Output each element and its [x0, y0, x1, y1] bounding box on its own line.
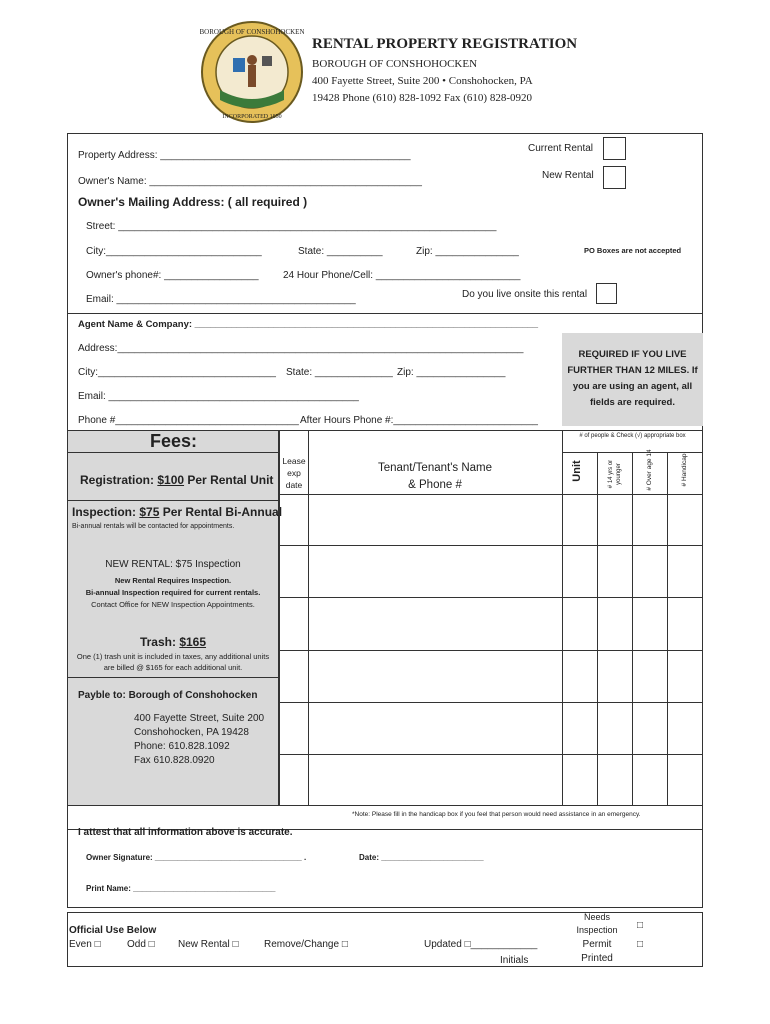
street-field[interactable]: Street: ____________________________________________________________________	[86, 221, 497, 232]
tenant-header-line2: & Phone #	[408, 479, 462, 491]
property-address-field[interactable]: Property Address: _____________________________________________	[78, 150, 411, 161]
owner-phone-field[interactable]: Owner's phone#: _________________	[86, 270, 259, 281]
initials-label: Initials	[500, 955, 529, 966]
fees-divider-1	[67, 500, 279, 501]
table-col-line	[562, 430, 563, 806]
new-rental-line1: New Rental Requires Inspection.	[114, 576, 232, 585]
pay-address2: Conshohocken, PA 19428	[134, 727, 249, 738]
new-rental-line2: Bi-annual Inspection required for current rentals.	[85, 588, 261, 597]
zip-field[interactable]: Zip: _______________	[416, 246, 519, 257]
svg-text:BOROUGH OF CONSHOHOCKEN: BOROUGH OF CONSHOHOCKEN	[200, 28, 304, 36]
remove-change-checkbox[interactable]: Remove/Change □	[264, 939, 348, 950]
fees-divider-2	[67, 677, 279, 678]
agent-city-field[interactable]: City:________________________________	[78, 367, 276, 378]
even-checkbox[interactable]: Even □	[69, 939, 101, 950]
owner-signature-field[interactable]: Owner Signature: _________________________________ .	[86, 853, 307, 862]
agent-email-field[interactable]: Email: _____________________________________________	[78, 391, 359, 402]
updated-field[interactable]: Updated □____________	[424, 939, 538, 950]
needs-inspection-label-2: Inspection	[576, 925, 618, 935]
permit-label: Permit	[582, 939, 612, 950]
inspection-note: Bi-annual rentals will be contacted for appointments.	[72, 523, 235, 530]
unit-header: Unit	[571, 460, 583, 482]
pay-fax: Fax 610.828.0920	[134, 755, 215, 766]
new-rental-checkbox[interactable]	[603, 166, 626, 189]
table-row-line	[279, 754, 703, 755]
state-field[interactable]: State: __________	[298, 246, 383, 257]
trash-note: One (1) trash unit is included in taxes, any additional units are billed @ $165 for each additional unit.	[76, 652, 270, 672]
agent-phone-field[interactable]: Phone #_________________________________	[78, 415, 299, 426]
table-col-line	[597, 452, 598, 806]
table-row-line	[279, 597, 703, 598]
onsite-label: Do you live onsite this rental	[462, 289, 588, 300]
org-address: 400 Fayette Street, Suite 200 • Conshohocken, PA	[312, 75, 533, 87]
trash-fee: Trash: $165	[139, 635, 207, 649]
pay-phone: Phone: 610.828.1092	[134, 741, 230, 752]
owner-email-field[interactable]: Email: ___________________________________________	[86, 294, 356, 305]
table-row-line	[279, 494, 703, 495]
official-use-heading: Official Use Below	[69, 925, 157, 936]
table-col-line	[632, 452, 633, 806]
lease-header: Lease exp date	[282, 456, 306, 490]
needs-inspection-label-1: Needs	[583, 912, 610, 922]
current-rental-label: Current Rental	[528, 143, 594, 154]
col-14-younger-header: # 14 yrs or younger	[608, 459, 622, 489]
people-header: # of people & Check (√) appropriate box	[579, 433, 686, 439]
section-divider	[67, 313, 703, 314]
col-handicap-header: # Handicap	[681, 453, 688, 487]
onsite-checkbox[interactable]	[596, 283, 617, 304]
agent-state-field[interactable]: State: ______________	[286, 367, 393, 378]
fees-heading-divider	[67, 452, 279, 453]
fees-heading: Fees:	[150, 431, 198, 451]
org-name: BOROUGH OF CONSHOHOCKEN	[312, 58, 478, 70]
agent-zip-field[interactable]: Zip: ________________	[397, 367, 506, 378]
payable-to: Payble to: Borough of Conshohocken	[78, 690, 258, 701]
owner-cell-field[interactable]: 24 Hour Phone/Cell: __________________________	[283, 270, 521, 281]
table-row-line	[279, 545, 703, 546]
mailing-address-heading: Owner's Mailing Address: ( all required )	[78, 195, 308, 209]
page-title: RENTAL PROPERTY REGISTRATION	[312, 36, 578, 52]
col-over-14-header: # Over age 14	[646, 449, 653, 491]
new-rental-line3: Contact Office for NEW Inspection Appointments.	[91, 600, 255, 609]
date-field[interactable]: Date: _______________________	[359, 853, 484, 862]
new-rental-office-checkbox[interactable]: New Rental □	[178, 939, 239, 950]
current-rental-checkbox[interactable]	[603, 137, 626, 160]
agent-required-note: REQUIRED IF YOU LIVE FURTHER THAN 12 MILES. If you are using an agent, all fields are required.	[562, 333, 703, 426]
owners-name-field[interactable]: Owner's Name: _________________________________________________	[78, 176, 422, 187]
permit-checkbox[interactable]: □	[637, 939, 644, 950]
printed-label: Printed	[581, 953, 613, 964]
registration-fee: Registration: $100 Per Rental Unit	[80, 473, 274, 487]
pay-address1: 400 Fayette Street, Suite 200	[134, 713, 265, 724]
handicap-note: *Note: Please fill in the handicap box if you feel that person would need assistance in an emergency.	[352, 811, 641, 818]
attest-statement: I attest that all information above is accurate.	[78, 827, 293, 838]
needs-inspection-checkbox[interactable]: □	[637, 920, 644, 931]
tenant-header-line1: Tenant/Tenant's Name	[377, 462, 493, 474]
org-contact: 19428 Phone (610) 828-1092 Fax (610) 828-0920	[312, 92, 532, 104]
po-box-note: PO Boxes are not accepted	[584, 246, 682, 255]
print-name-field[interactable]: Print Name: ________________________________	[86, 884, 276, 893]
agent-address-field[interactable]: Address:_________________________________________________________________________	[78, 343, 524, 354]
agent-name-field[interactable]: Agent Name & Company: _________________________________________________________________	[78, 319, 539, 330]
table-row-line	[279, 702, 703, 703]
table-row-line	[279, 650, 703, 651]
agent-after-hours-field[interactable]: After Hours Phone #:__________________________	[300, 415, 538, 426]
new-rental-label: New Rental	[542, 170, 594, 181]
borough-seal	[200, 20, 304, 124]
table-col-line	[667, 452, 668, 806]
inspection-fee: Inspection: $75 Per Rental Bi-Annual	[72, 505, 283, 519]
city-field[interactable]: City:____________________________	[86, 246, 262, 257]
svg-text:INCORPORATED 1850: INCORPORATED 1850	[222, 114, 282, 120]
new-rental-title: NEW RENTAL: $75 Inspection	[105, 559, 241, 570]
odd-checkbox[interactable]: Odd □	[127, 939, 155, 950]
